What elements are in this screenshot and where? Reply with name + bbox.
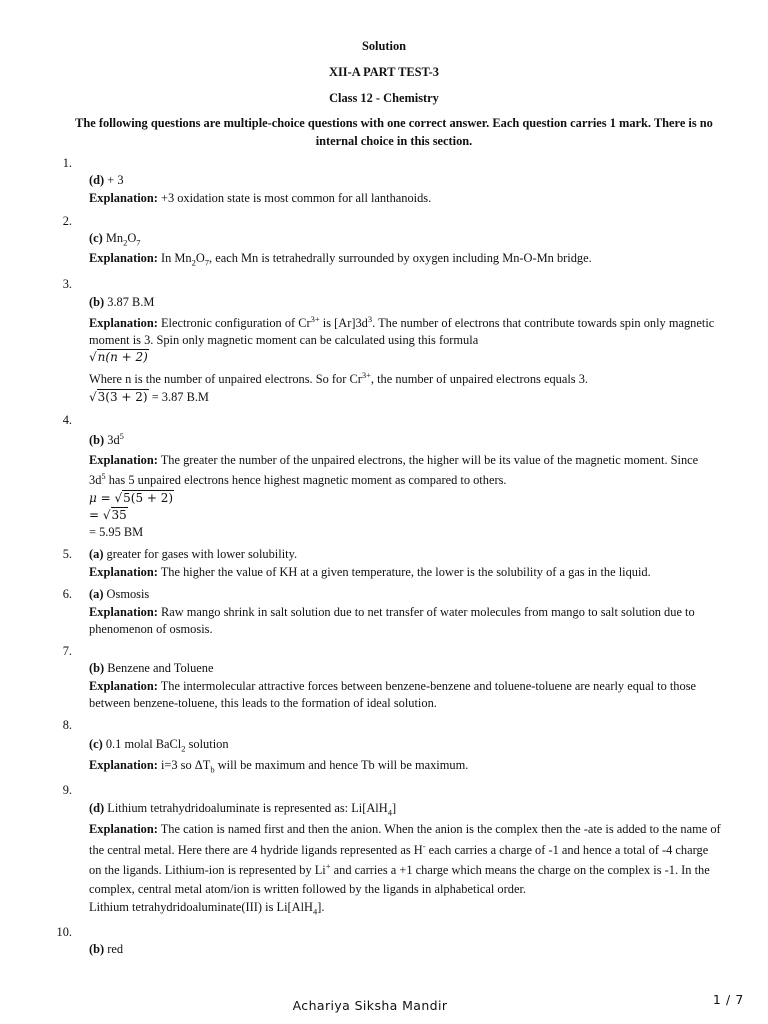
- explanation-line: Where n is the number of unpaired electrons. So for $Cr^{3+}$, the number of unpaired electrons equals 3.: [89, 369, 589, 386]
- question-number: 2.: [62, 214, 72, 228]
- explanation-line: phenomenon of osmosis.: [89, 622, 213, 636]
- page-number: 1 / 7: [712, 992, 744, 1007]
- formula: √n(n + 2): [89, 350, 148, 364]
- result: = 5.95 BM: [89, 525, 144, 539]
- answer: (a) greater for gases with lower solubility.: [89, 547, 298, 561]
- calculation: √3(3 + 2) = 3.87 B.M: [89, 390, 209, 404]
- explanation: Explanation: i=3 so $\Delta T_b$ will be maximum and hence Tb will be maximum.: [89, 758, 469, 775]
- formula: = √35: [89, 508, 127, 522]
- explanation: Explanation: Electronic configuration of $Cr^{3+}$ is $[Ar]3d^3$. The number of electrons that contribute towards spin only magnetic: [89, 313, 715, 330]
- question-number: 9.: [62, 783, 72, 797]
- answer: (b) 3.87 B.M: [89, 295, 155, 309]
- answer: (c) 0.1 molal BaCl$_2$ solution: [89, 737, 229, 754]
- answer: (c) $Mn_2O_7$: [89, 231, 141, 248]
- question-number: 1.: [62, 156, 72, 170]
- explanation-line: on the ligands. Lithium-ion is represented by Li+ and carries a +1 charge which means the charge on the complex is -1. In the: [89, 860, 710, 877]
- question-number: 7.: [62, 644, 72, 658]
- question-number: 5.: [62, 547, 72, 561]
- explanation: Explanation: The greater the number of the unpaired electrons, the higher will be its value of the magnetic moment. Since: [89, 453, 699, 467]
- explanation: Explanation: The cation is named first and then the anion. When the anion is the complex then the -ate is added to the name of: [89, 822, 721, 836]
- explanation-line: $3d^5$ has 5 unpaired electrons hence highest magnetic moment as compared to others.: [89, 470, 507, 487]
- instructions: The following questions are multiple-choice questions with one correct answer. Each question carries 1 mark. There is no internal choice in this section.: [75, 116, 713, 148]
- answer: (b) $3d^5$: [89, 430, 124, 447]
- answer: (d) + 3: [89, 173, 124, 187]
- explanation-line: Lithium tetrahydridoaluminate(III) is Li[AlH$_4$].: [89, 900, 325, 917]
- answer: (b) Benzene and Toluene: [89, 661, 214, 675]
- footer-school-name: Achariya Siksha Mandir: [292, 998, 448, 1013]
- answer: (b) red: [89, 942, 124, 956]
- question-number: 6.: [62, 587, 72, 601]
- explanation: Explanation: +3 oxidation state is most common for all lanthanoids.: [89, 191, 432, 205]
- explanation-line: complex, central metal atom/ion is written followed by the ligands in alphabetical order.: [89, 882, 526, 896]
- explanation-line: between benzene-toluene, this leads to the formation of ideal solution.: [89, 696, 437, 710]
- explanation: Explanation: The intermolecular attractive forces between benzene-benzene and toluene-toluene are nearly equal to those: [89, 679, 697, 693]
- answer: (a) Osmosis: [89, 587, 150, 601]
- explanation-line: moment is 3. Spin only magnetic moment can be calculated using this formula: [89, 333, 479, 347]
- test-name: XII-A PART TEST-3: [329, 65, 439, 79]
- question-number: 8.: [62, 718, 72, 732]
- question-number: 4.: [62, 413, 72, 427]
- page-title: Solution: [361, 39, 407, 53]
- answer: (d) Lithium tetrahydridoaluminate is represented as: Li[AlH$_4$]: [89, 801, 397, 818]
- question-number: 10.: [56, 925, 72, 939]
- explanation: Explanation: The higher the value of KH at a given temperature, the lower is the solubility of a gas in the liquid.: [89, 565, 651, 579]
- formula: μ = √5(5 + 2): [89, 491, 174, 505]
- class-subject: Class 12 - Chemistry: [329, 91, 439, 105]
- explanation: Explanation: Raw mango shrink in salt solution due to net transfer of water molecules from mango to salt solution due to: [89, 605, 695, 619]
- explanation-line: the central metal. Here there are 4 hydride ligands represented as H- each carries a charge of -1 and hence a total of -4 charge: [89, 840, 709, 857]
- question-number: 3.: [62, 277, 72, 291]
- explanation: Explanation: In $Mn_2O_7$, each Mn is tetrahedrally surrounded by oxygen including Mn-O-Mn bridge.: [89, 251, 592, 268]
